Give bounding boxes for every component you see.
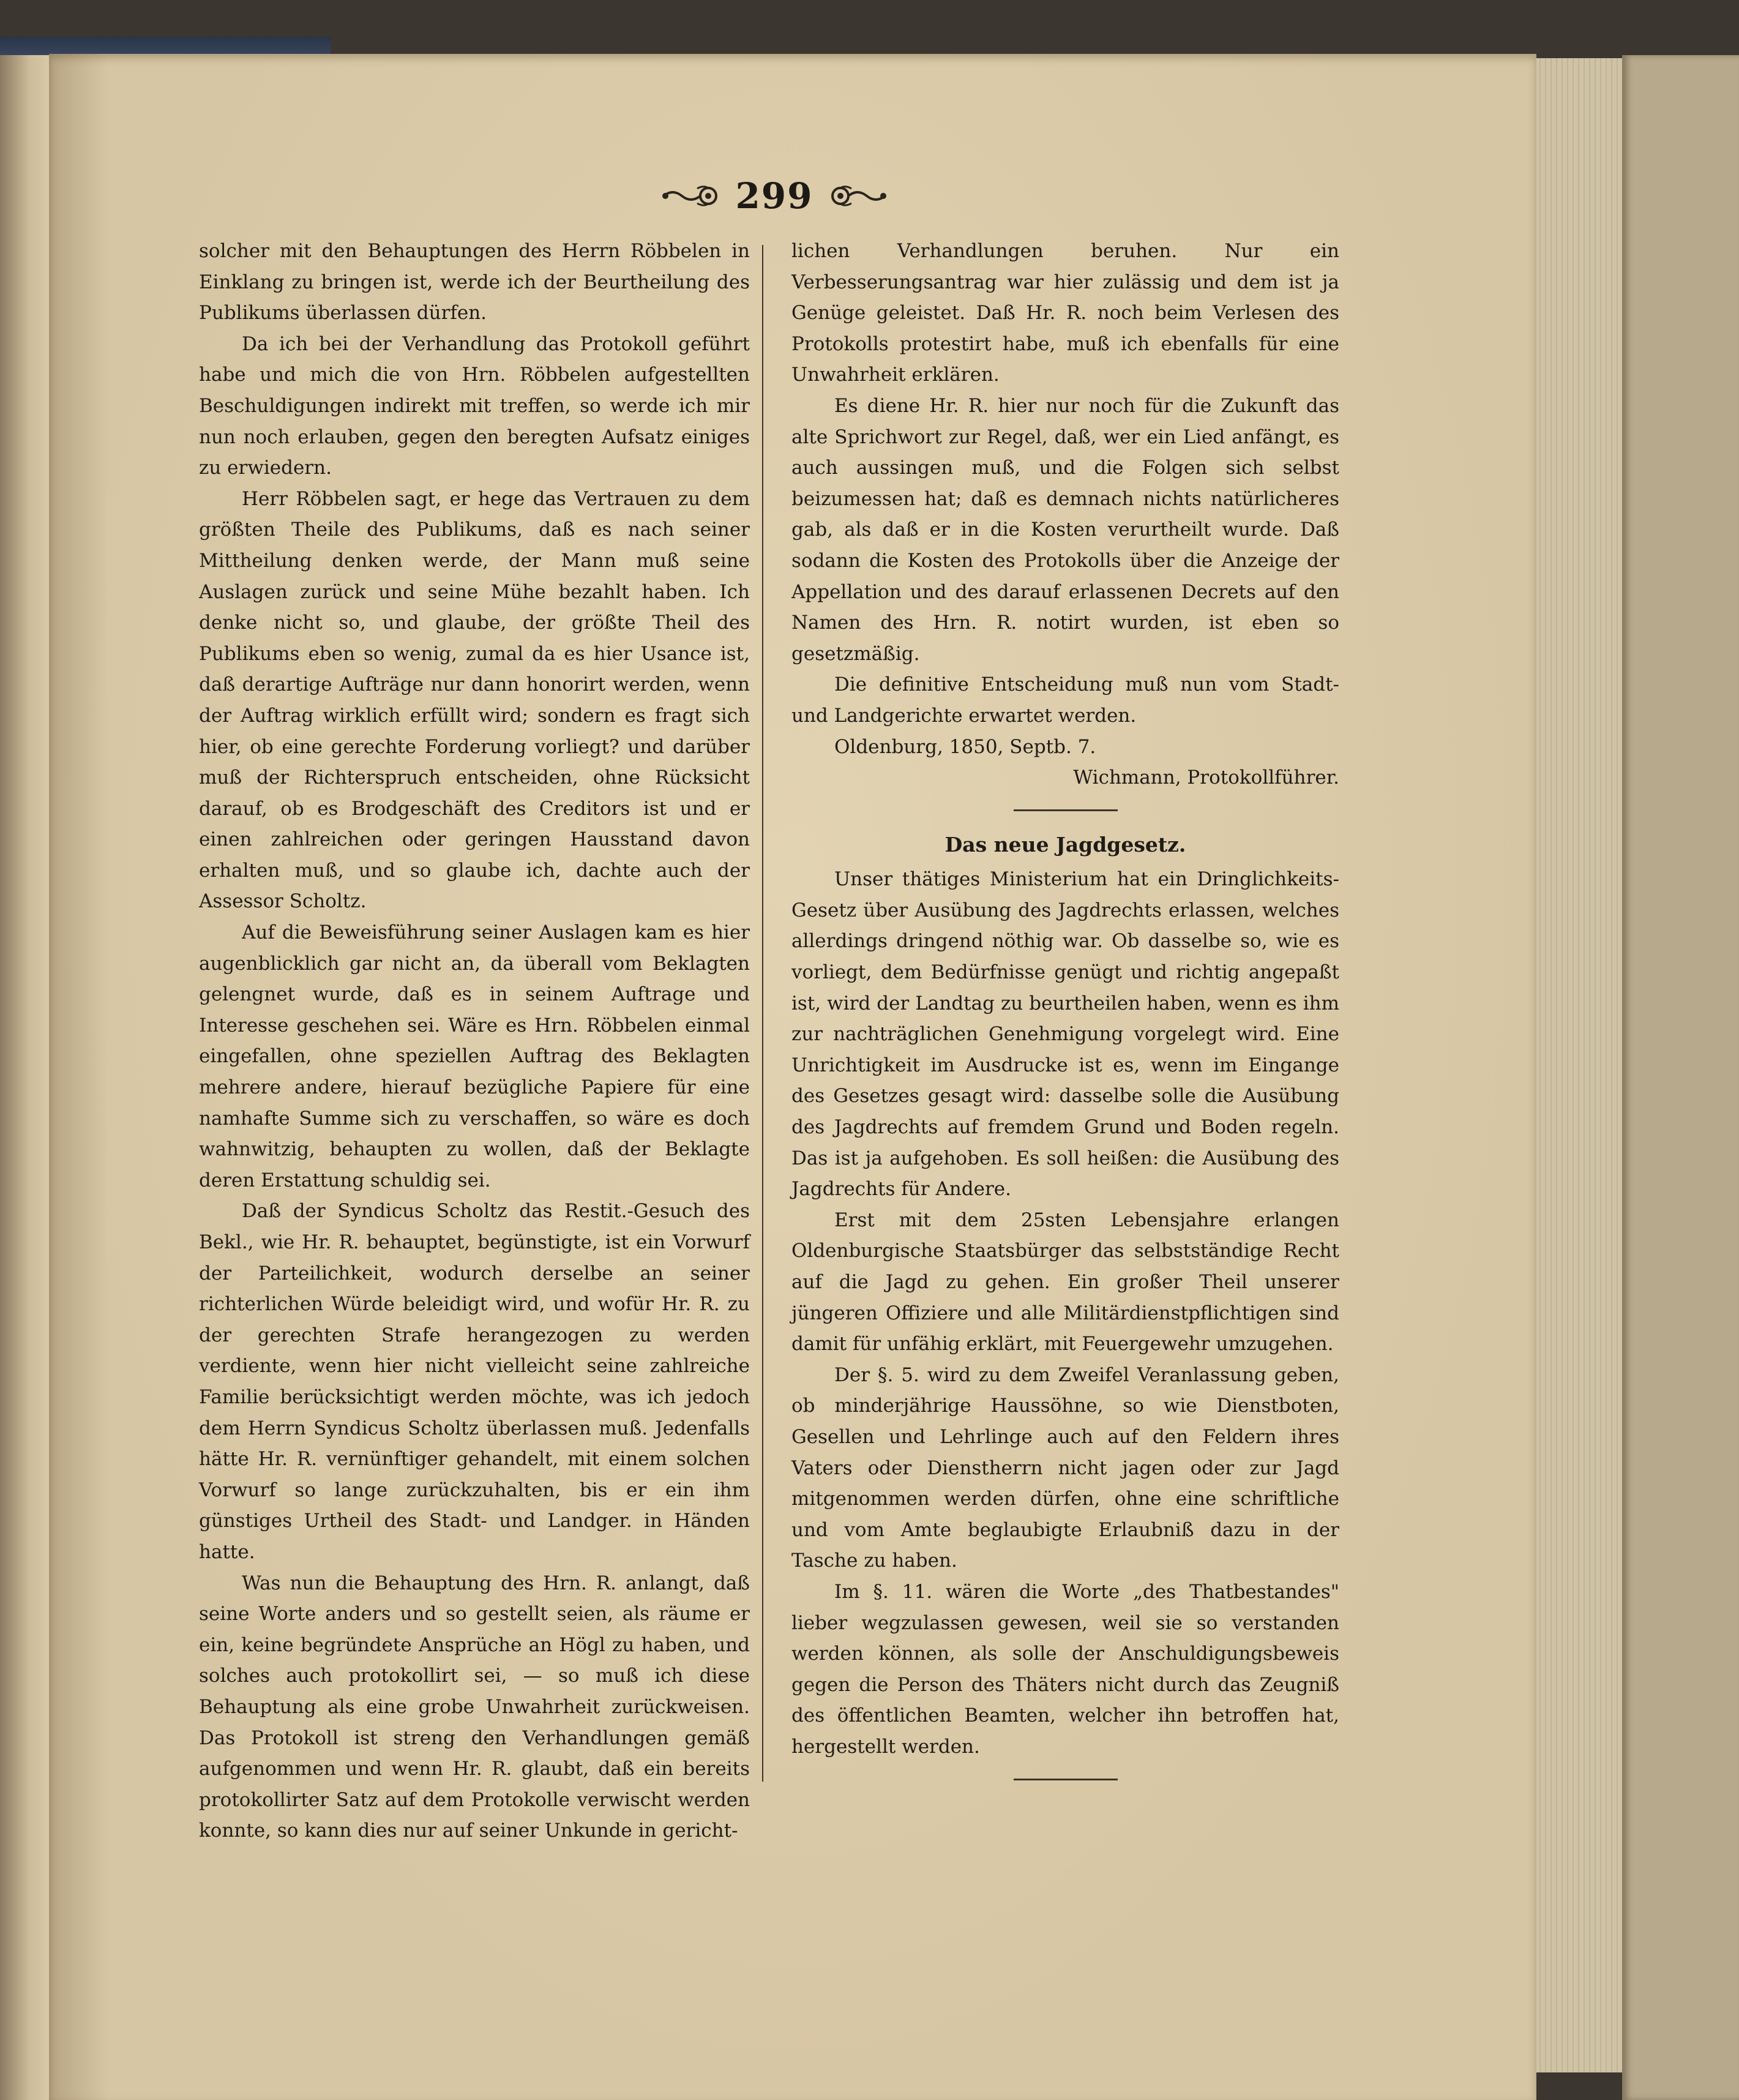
page-header xyxy=(627,168,921,223)
paragraph: Erst mit dem 25sten Lebensjahre erlangen Oldenburgische Staatsbürger das selbstständige Recht auf die Jagd zu gehen. Ein großer Theil unserer jüngeren Offiziere und alle Militärdienstpflichtigen sind damit für unfähig erklärt, mit Feuergewehr umzugehen. xyxy=(791,1209,1339,1356)
right-column xyxy=(791,236,1339,1799)
column-divider xyxy=(762,245,763,1782)
page-number: 299 xyxy=(735,175,813,217)
paragraph: Es diene Hr. R. hier nur noch für die Zukunft das alte Sprichwort zur Regel, daß, wer ein Lied anfängt, es auch aussingen muß, und die Folgen sich selbst beizumessen hat; daß es demnach nichts natürlicheres gab, als daß er in die Kosten verurtheilt wurde. Daß sodann die Kosten des Protokolls über die Anzeige der Appellation und des darauf erlassenen Decrets auf den Namen des Hrn. R. notirt wurden, ist eben so gesetzmäßig. xyxy=(791,394,1339,665)
place-date: Oldenburg, 1850, Septb. 7. xyxy=(834,735,1096,758)
paragraph: solcher mit den Behauptungen des Herrn Röbbelen in Einklang zu bringen ist, werde ich der Beurtheilung des Publikums überlassen dürfen. xyxy=(199,240,750,324)
paragraph: Herr Röbbelen sagt, er hege das Vertrauen zu dem größten Theile des Publikums, daß es nach seiner Mittheilung denken werde, der Mann muß seine Auslagen zurück und seine Mühe bezahlt haben. Ich denke nicht so, und glaube, der größte Theil des Publikums eben so wenig, zumal da es hier Usance ist, daß derartige Aufträge nur dann honorirt werden, wenn der Auftrag wirklich erfüllt wird; sondern es fragt sich hier, ob eine gerechte Forderung vorliegt? und darüber muß der Richterspruch entscheiden, ohne Rücksicht darauf, ob es Brodgeschäft des Creditors ist und er einen zahlreichen oder geringen Hausstand davon erhalten muß, und so glaube ich, dachte auch der Assessor Scholtz. xyxy=(199,487,750,913)
right-ornament-icon xyxy=(827,184,888,208)
paragraph: Was nun die Behauptung des Hrn. R. anlangt, daß seine Worte anders und so gestellt seien, als räume er ein, keine begründete Ansprüche an Högl zu haben, und solches auch protokollirt sei, — so muß ich diese Behauptung als eine grobe Unwahrheit zurückweisen. Das Protokoll ist streng den Verhandlungen gemäß aufgenommen und wenn Hr. R. glaubt, daß ein bereits protokollirter Satz auf dem Protokolle verwischt werden konnte, so kann dies nur auf seiner Unkunde in gericht- xyxy=(199,1572,750,1842)
paragraph: Daß der Syndicus Scholtz das Restit.-Gesuch des Bekl., wie Hr. R. behauptet, begünstigte, ist ein Vorwurf der Parteilichkeit, wodurch derselbe an seiner richterlichen Würde beleidigt wird, und wofür Hr. R. zu der gerechten Strafe herangezogen zu werden verdiente, wenn hier nicht vielleicht seine zahlreiche Familie berücksichtigt werden möchte, was ich jedoch dem Herrn Syndicus Scholtz überlassen muß. Jedenfalls hätte Hr. R. vernünftiger gehandelt, mit einem solchen Vorwurf so lange zurückzuhalten, bis er ein ihm günstiges Urtheil des Stadt- und Landger. in Händen hatte. xyxy=(199,1200,750,1563)
page-stack-edge xyxy=(1530,58,1628,2072)
section-rule xyxy=(1014,809,1118,811)
left-column xyxy=(199,236,750,1847)
end-rule xyxy=(1014,1779,1118,1780)
paragraph: Im §. 11. wären die Worte „des Thatbestandes" lieber wegzulassen gewesen, weil sie so verstanden werden können, als solle der Anschuldigungsbeweis gegen die Person des Thäters nicht durch das Zeugniß des öffentlichen Beamten, welcher ihn betroffen hat, hergestellt werden. xyxy=(791,1580,1339,1758)
paragraph: Da ich bei der Verhandlung das Protokoll geführt habe und mich die von Hrn. Röbbelen aufgestellten Beschuldigungen indirekt mit treffen, so werde ich mir nun noch erlauben, gegen den beregten Aufsatz einiges zu erwiedern. xyxy=(199,332,750,479)
left-page-edge xyxy=(0,55,49,2100)
signature: Wichmann, Protokollführer. xyxy=(1073,767,1339,789)
book-board xyxy=(1622,55,1739,2100)
paragraph: Der §. 5. wird zu dem Zweifel Veranlassung geben, ob minderjährige Haussöhne, so wie Dienstboten, Gesellen und Lehrlinge auch auf den Feldern ihres Vaters oder Dienstherrn nicht jagen oder zur Jagd mitgenommen werden dürfen, ohne eine schriftliche und vom Amte beglaubigte Erlaubniß dazu in der Tasche zu haben. xyxy=(791,1363,1339,1572)
paragraph: Die definitive Entscheidung muß nun vom Stadt- und Landgerichte erwartet werden. xyxy=(791,673,1339,727)
paragraph: Unser thätiges Ministerium hat ein Dringlichkeits-Gesetz über Ausübung des Jagdrechts erlassen, welches allerdings dringend nöthig war. Ob dasselbe so, wie es vorliegt, dem Bedürfnisse genügt und richtig angepaßt ist, wird der Landtag zu beurtheilen haben, wenn es ihm zur nachträglichen Genehmigung vorgelegt wird. Eine Unrichtigkeit im Ausdrucke ist es, wenn im Eingange des Gesetzes gesagt wird: dasselbe solle die Ausübung des Jagdrechts auf fremdem Grund und Boden regeln. Das ist ja aufgehoben. Es soll heißen: die Ausübung des Jagdrechts für Andere. xyxy=(791,868,1339,1201)
paragraph: lichen Verhandlungen beruhen. Nur ein Verbesserungsantrag war hier zulässig und dem ist ja Genüge geleistet. Daß Hr. R. noch beim Verlesen des Protokolls protestirt habe, muß ich ebenfalls für eine Unwahrheit erklären. xyxy=(791,240,1339,386)
paragraph: Auf die Beweisführung seiner Auslagen kam es hier augenblicklich gar nicht an, da überall vom Beklagten gelengnet wurde, daß es in seinem Auftrage und Interesse geschehen sei. Wäre es Hrn. Röbbelen einmal eingefallen, ohne speziellen Auftrag des Beklagten mehrere andere, hierauf bezügliche Papiere für eine namhafte Summe sich zu verschaffen, so wäre es doch wahnwitzig, behaupten zu wollen, daß der Beklagte deren Erstattung schuldig sei. xyxy=(199,921,750,1191)
section-title: Das neue Jagdgesetz. xyxy=(944,832,1186,857)
left-ornament-icon xyxy=(660,184,722,208)
